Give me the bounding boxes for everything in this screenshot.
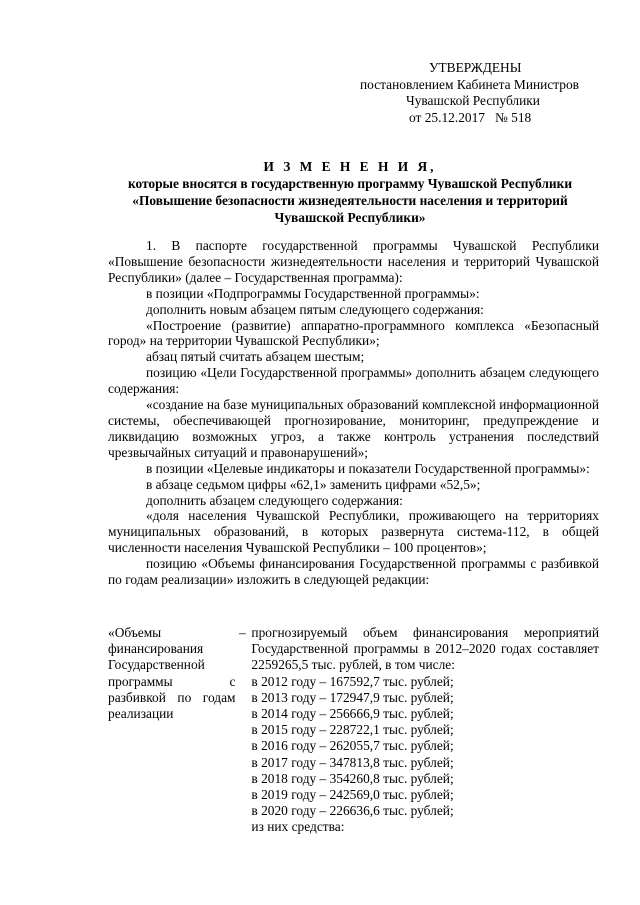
document-title [100,158,600,226]
approval-line-3: от 25.12.2017 № 518 [409,109,532,125]
financing-year-row: в 2019 году – 242569,0 тыс. рублей; [251,787,454,803]
financing-year-row: в 2020 году – 226636,6 тыс. рублей; [251,803,454,819]
paragraph: позицию «Цели Государственной программы» дополнить абзацем следующего содержания: [108,365,599,397]
paragraph: дополнить абзацем следующего содержания: [146,492,403,508]
financing-year-row: в 2016 году – 262055,7 тыс. рублей; [251,738,454,754]
approval-line-1: постановлением Кабинета Министров [360,76,579,92]
financing-year-row: в 2018 году – 354260,8 тыс. рублей; [251,770,454,786]
document-body [108,238,599,588]
approval-heading: УТВЕРЖДЕНЫ [429,60,522,75]
paragraph: дополнить новым абзацем пятым следующего содержания: [146,301,484,317]
financing-year-row: в 2015 году – 228722,1 тыс. рублей; [251,722,454,738]
title-main: И З М Е Н Е Н И Я, [263,159,437,174]
approval-line-2: Чувашской Республики [406,93,540,108]
financing-dash: – [239,625,246,640]
financing-details [249,625,599,836]
financing-year-row: в 2017 году – 347813,8 тыс. рублей; [251,754,454,770]
paragraph: в абзаце седьмом цифры «62,1» заменить цифрами «52,5»; [146,476,481,492]
paragraph: в позиции «Целевые индикаторы и показатели Государственной программы»: [146,460,590,476]
title-line-2: «Повышение безопасности жизнедеятельности населения и территорий [132,193,568,208]
paragraph: абзац пятый считать абзацем шестым; [146,349,365,365]
financing-lead: прогнозируемый объем финансирования мероприятий Государственной программы в 2012–2020 годах составляет 2259265,5 тыс. рублей, в том числе: [251,625,599,673]
financing-tail: из них средства: [251,819,345,835]
financing-year-row: в 2012 году – 167592,7 тыс. рублей; [251,673,454,689]
paragraph: «Построение (развитие) аппаратно-программного комплекса «Безопасный город» на территории Чувашской Республики»; [108,317,599,349]
financing-year-row: в 2014 году – 256666,9 тыс. рублей; [251,706,454,722]
title-line-3: Чувашской Республики» [274,210,426,225]
paragraph: в позиции «Подпрограммы Государственной программы»: [146,285,480,301]
financing-label: «Объемы финансирования Государственной программы с разбивкой по годам реализации [108,625,236,722]
paragraph: позицию «Объемы финансирования Государственной программы с разбивкой по годам реализации» изложить в следующей редакции: [108,556,599,588]
paragraph: 1. В паспорте государственной программы Чувашской Республики «Повышение безопасности жизнедеятельности населения и территорий Чувашской Республики» (далее – Государственная программа): [108,238,599,285]
title-line-1: которые вносятся в государственную программу Чувашской Республики [127,176,573,191]
approval-block [360,60,600,126]
financing-table [108,625,599,836]
paragraph: «доля населения Чувашской Республики, проживающего на территориях муниципальных образований, в которых развернута система-112, в общей численности населения Чувашской Республики – 100 процентов»; [108,508,599,556]
financing-year-row: в 2013 году – 172947,9 тыс. рублей; [251,689,454,705]
paragraph: «создание на базе муниципальных образований комплексной информационной системы, обеспечивающей прогнозирование, мониторинг, предупреждение и ликвидацию возможных угроз, а также контроль устранения последствий чрезвычайных ситуаций и правонарушений»; [108,397,599,460]
